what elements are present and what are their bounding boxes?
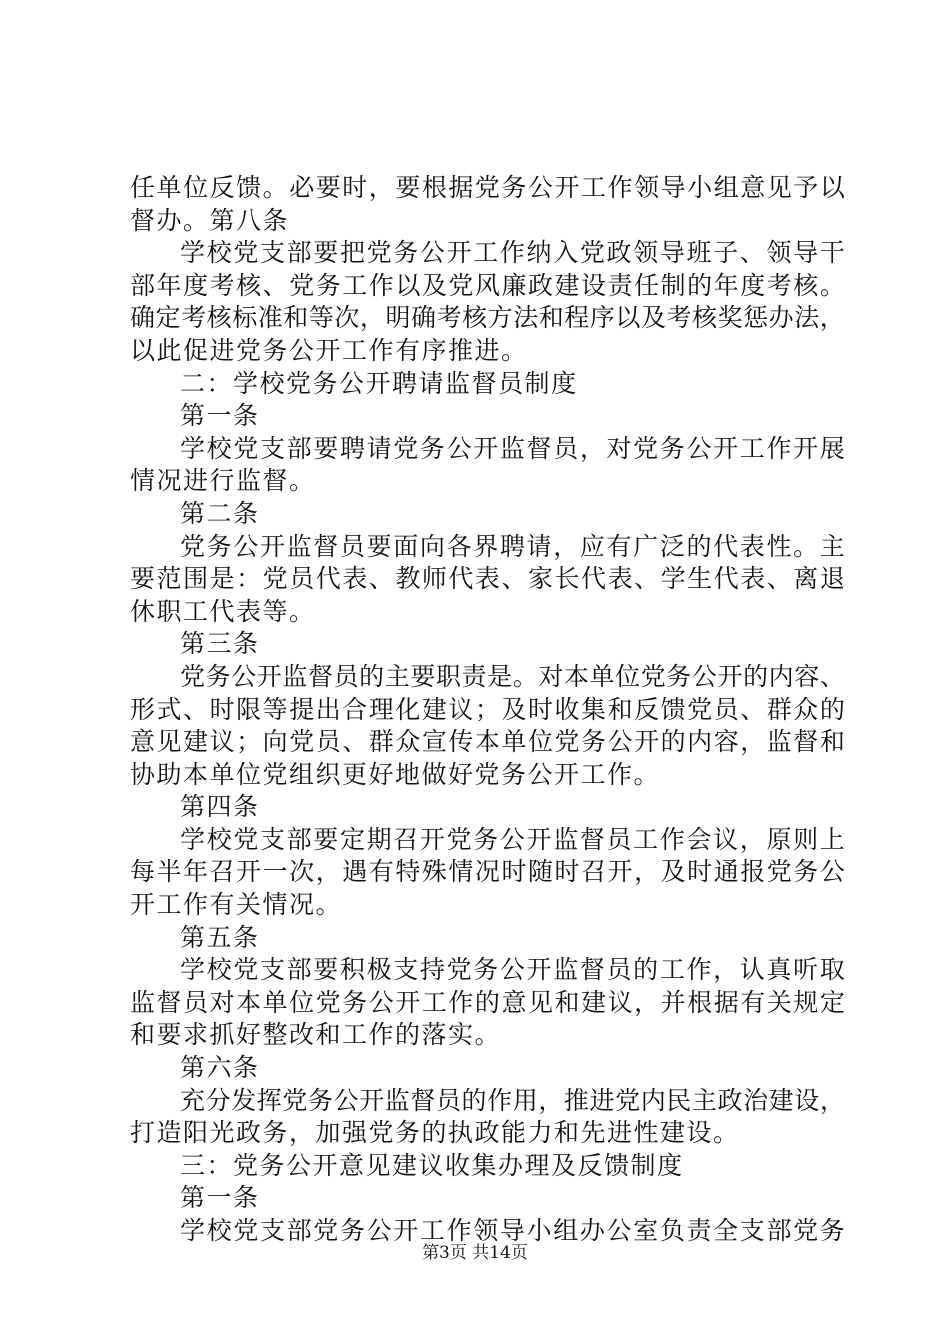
text-line: 协助本单位党组织更好地做好党务公开工作。 bbox=[130, 759, 661, 789]
page-number-label: 第3页 共14页 bbox=[422, 1243, 528, 1263]
text-line: 学 校 党 支 部 要 定 期 召 开 党 务 公 开 监 督 员 工 作 会 议 ， 原 则 上 bbox=[180, 824, 845, 854]
text-line: 开工作有关情况。 bbox=[130, 890, 343, 920]
text-line: 以此促进党务公开工作有序推进。 bbox=[130, 335, 528, 365]
page-footer bbox=[0, 1238, 950, 1263]
text-line: 学 校 党 支 部 要 积 极 支 持 党 务 公 开 监 督 员 的 工 作 ， 认 真 听 取 bbox=[180, 955, 845, 985]
text-line: 第三条 bbox=[180, 629, 260, 659]
text-line: 休职工代表等。 bbox=[130, 596, 316, 626]
text-line: 形 式 、 时 限 等 提 出 合 理 化 建 议 ； 及 时 收 集 和 反 馈 党 员 、 群 众 的 bbox=[130, 694, 845, 724]
text-line: 党 务 公 开 监 督 员 的 主 要 职 责 是 。 对 本 单 位 党 务 公 开 的 内 容 、 bbox=[180, 661, 845, 691]
text-line: 意 见 建 议 ； 向 党 员 、 群 众 宣 传 本 单 位 党 务 公 开 的 内 容 ， 监 督 和 bbox=[130, 727, 845, 757]
text-line: 学 校 党 支 部 要 把 党 务 公 开 工 作 纳 入 党 政 领 导 班 子 、 领 导 干 bbox=[180, 238, 845, 268]
text-line: 督办。第八条 bbox=[130, 205, 290, 235]
text-line: 打造阳光政务，加强党务的执政能力和先进性建设。 bbox=[130, 1118, 740, 1148]
text-line: 学 校 党 支 部 党 务 公 开 工 作 领 导 小 组 办 公 室 负 责 全 支 部 党 务 bbox=[180, 1216, 845, 1245]
text-line: 第一条 bbox=[180, 1183, 260, 1213]
text-line: 第五条 bbox=[180, 922, 260, 952]
text-line: 要 范 围 是 ： 党 员 代 表 、 教 师 代 表 、 家 长 代 表 、 学 生 代 表 、 离 退 bbox=[130, 564, 845, 594]
text-line: 第六条 bbox=[180, 1053, 260, 1083]
text-line: 和要求抓好整改和工作的落实。 bbox=[130, 1020, 502, 1050]
text-line: 情况进行监督。 bbox=[130, 466, 316, 496]
text-line: 充 分 发 挥 党 务 公 开 监 督 员 的 作 用 ， 推 进 党 内 民 主 政 治 建 设 ， bbox=[180, 1085, 845, 1115]
text-line: 第二条 bbox=[180, 498, 260, 528]
text-line: 学 校 党 支 部 要 聘 请 党 务 公 开 监 督 员 ， 对 党 务 公 开 工 作 开 展 bbox=[180, 433, 845, 463]
text-line: 第四条 bbox=[180, 792, 260, 822]
text-line: 任 单 位 反 馈 。 必 要 时 ， 要 根 据 党 务 公 开 工 作 领 导 小 组 意 见 予 以 bbox=[130, 173, 845, 202]
text-line: 监 督 员 对 本 单 位 党 务 公 开 工 作 的 意 见 和 建 议 ， 并 根 据 有 关 规 定 bbox=[130, 987, 845, 1017]
text-line: 二：学校党务公开聘请监督员制度 bbox=[180, 368, 578, 398]
text-line: 部 年 度 考 核 、 党 务 工 作 以 及 党 风 廉 政 建 设 责 任 制 的 年 度 考 核 。 bbox=[130, 270, 845, 300]
text-line: 党 务 公 开 监 督 员 要 面 向 各 界 聘 请 ， 应 有 广 泛 的 代 表 性 。 主 bbox=[180, 531, 845, 561]
document-body bbox=[130, 172, 845, 1248]
text-line: 三：党务公开意见建议收集办理及反馈制度 bbox=[180, 1150, 684, 1180]
text-line: 第一条 bbox=[180, 401, 260, 431]
text-line: 每 半 年 召 开 一 次 ， 遇 有 特 殊 情 况 时 随 时 召 开 ， 及 时 通 报 党 务 公 bbox=[130, 857, 845, 887]
text-line: 确 定 考 核 标 准 和 等 次 ， 明 确 考 核 方 法 和 程 序 以 及 考 核 奖 惩 办 法 ， bbox=[130, 303, 845, 333]
